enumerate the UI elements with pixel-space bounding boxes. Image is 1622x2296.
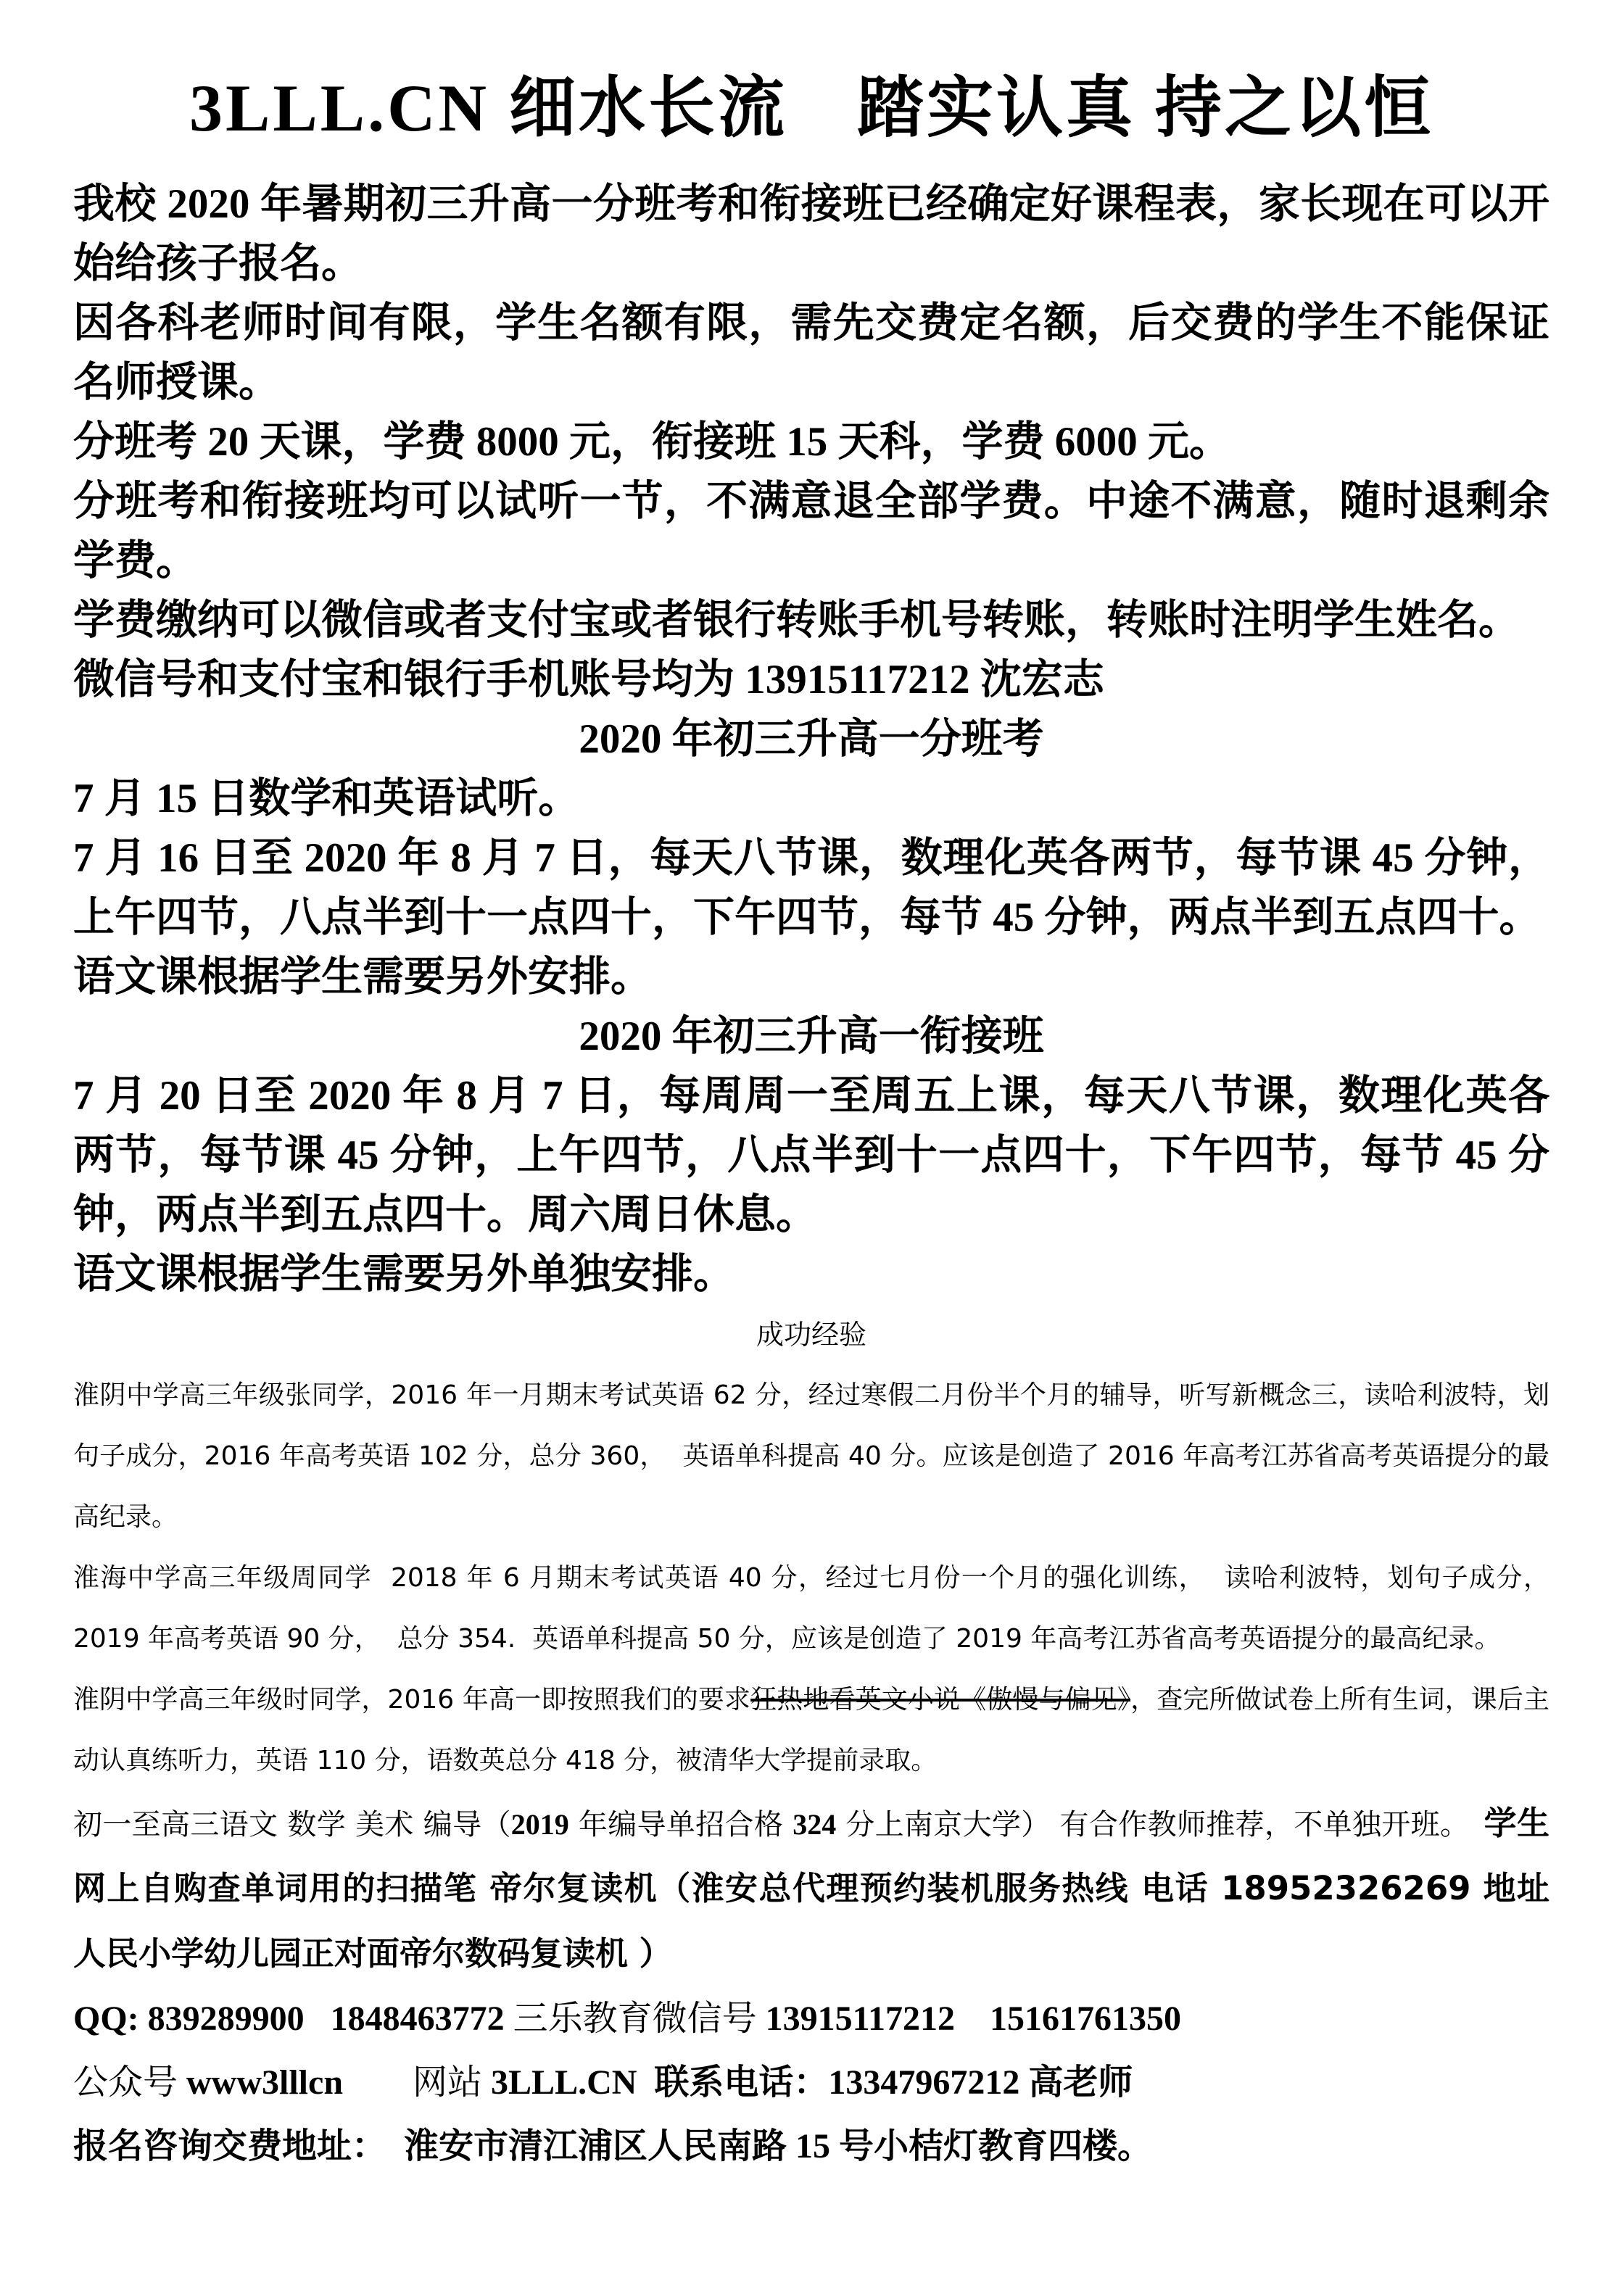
text-segment: 报名咨询交费地址： 淮安市清江浦区人民南路 15 号小桔灯教育四楼。 <box>73 2127 1153 2166</box>
text-segment: 初一至高三语文 数学 美术 编导（ <box>73 1808 511 1841</box>
text-segment: 淮阴中学高三年级张同学，2016 年一月期末考试英语 62 分，经过寒假二月份半个月的辅导，听写新概念三，读哈利波特，划句子成分，2016 年高考英语 102 分，总分 360， 英语单科提高 40 分。应该是创造了 2016 年高考江苏省高考英语提分的最高纪录。 <box>73 1380 1549 1532</box>
intro-enrollment-paragraph <box>73 175 1549 294</box>
text-segment: 成功经验 <box>756 1319 866 1351</box>
placement-schedule-paragraph <box>73 829 1549 948</box>
text-segment: ，查完所做试卷上所有生词，课后主动认真练听力，英语 110 分，语数英总分 418 分，被清华大学提前录取。 <box>73 1685 1549 1775</box>
strikethrough-text: 狂热地看英文小说《傲慢与偏见》 <box>750 1685 1131 1715</box>
document-body <box>73 175 1561 2179</box>
trial-class-paragraph <box>73 769 1549 829</box>
text-segment: 3LLL.CN 联系电话：13347967212 高老师 <box>491 2063 1133 2102</box>
text-segment: 学生网上自购查单词用的扫描笔 帝尔复读机（淮安总代理预约装机服务热线 电话 18952326269 地址 人民小学幼儿园正对面帝尔数码复读机 ） <box>73 1804 1561 1973</box>
text-segment: 2020 年初三升高一分班考 <box>579 716 1044 762</box>
tuition-fees-paragraph <box>73 413 1549 472</box>
qq-contact-line <box>73 1987 1549 2051</box>
document-title: 3LLL.CN 细水长流 踏实认真 持之以恒 <box>189 71 1433 145</box>
payment-account-paragraph <box>73 650 1549 710</box>
text-segment: 因各科老师时间有限，学生名额有限，需先交费定名额，后交费的学生不能保证名师授课。 <box>73 300 1549 405</box>
bridge-class-heading <box>73 1007 1549 1066</box>
text-segment: 7 月 16 日至 2020 年 8 月 7 日，每天八节课，数理化英各两节，每节课 45 分钟，上午四节，八点半到十一点四十，下午四节，每节 45 分钟，两点半到五点四十。 <box>73 835 1549 940</box>
text-segment: 公众号 <box>73 2063 187 2102</box>
text-segment: 我校 2020 年暑期初三升高一分班考和衔接班已经确定好课程表，家长现在可以开始给孩子报名。 <box>73 181 1549 286</box>
text-segment: 分上南京大学） 有合作教师推荐，不单独开班。 <box>836 1808 1484 1841</box>
text-segment: 淮海中学高三年级周同学 2018 年 6 月期末考试英语 40 分，经过七月份一个月的强化训练， 读哈利波特，划句子成分，2019 年高考英语 90 分， 总分 354. 英语单科提高 50 分，应该是创造了 2019 年高考江苏省高考英语提分的最高纪录。 <box>73 1563 1549 1654</box>
courses-and-products-paragraph <box>73 1791 1561 1987</box>
success-story-3 <box>73 1670 1549 1791</box>
placement-exam-heading <box>73 710 1549 769</box>
success-stories-heading <box>73 1304 1549 1365</box>
chinese-class-note-paragraph <box>73 948 1549 1007</box>
text-segment: 7 月 15 日数学和英语试听。 <box>73 776 580 821</box>
text-segment: 微信号和支付宝和银行手机账号均为 13915117212 沈宏志 <box>73 657 1104 703</box>
text-segment: 324 <box>793 1808 837 1841</box>
text-segment: 分班考 20 天课，学费 8000 元，衔接班 15 天科，学费 6000 元。 <box>73 419 1230 465</box>
text-segment: QQ: 839289900 1848463772 <box>73 1999 513 2038</box>
text-segment: 2019 <box>510 1808 569 1841</box>
text-segment: 淮阴中学高三年级时同学，2016 年高一即按照我们的要求 <box>73 1685 751 1715</box>
text-segment: 学费缴纳可以微信或者支付宝或者银行转账手机号转账，转账时注明学生姓名。 <box>73 597 1520 643</box>
text-segment: 三乐教育微信号 <box>513 1999 766 2038</box>
address-line <box>73 2115 1549 2179</box>
chinese-class-note2-paragraph <box>73 1245 1549 1304</box>
text-segment: 语文课根据学生需要另外单独安排。 <box>73 1251 735 1297</box>
text-segment: 年编导单招合格 <box>568 1808 793 1841</box>
text-segment: www3lllcn <box>186 2063 344 2102</box>
text-segment: 分班考和衔接班均可以试听一节，不满意退全部学费。中途不满意，随时退剩余学费。 <box>73 478 1549 584</box>
success-story-2 <box>73 1548 1549 1670</box>
success-story-1 <box>73 1365 1549 1548</box>
text-segment: 语文课根据学生需要另外安排。 <box>73 954 652 1000</box>
website-contact-line <box>73 2051 1549 2115</box>
text-segment: 13915117212 15161761350 <box>765 1999 1182 2038</box>
teacher-quota-paragraph <box>73 294 1549 413</box>
bridge-schedule-paragraph <box>73 1066 1549 1245</box>
text-segment: 7 月 20 日至 2020 年 8 月 7 日，每周周一至周五上课，每天八节课，数理化英各两节，每节课 45 分钟，上午四节，八点半到十一点四十，下午四节，每节 45 分钟，两点半到五点四十。周六周日休息。 <box>73 1073 1549 1238</box>
text-segment: 网站 <box>343 2063 492 2102</box>
payment-methods-paragraph <box>73 591 1549 650</box>
text-segment: 2020 年初三升高一衔接班 <box>579 1014 1044 1059</box>
refund-policy-paragraph <box>73 472 1549 591</box>
